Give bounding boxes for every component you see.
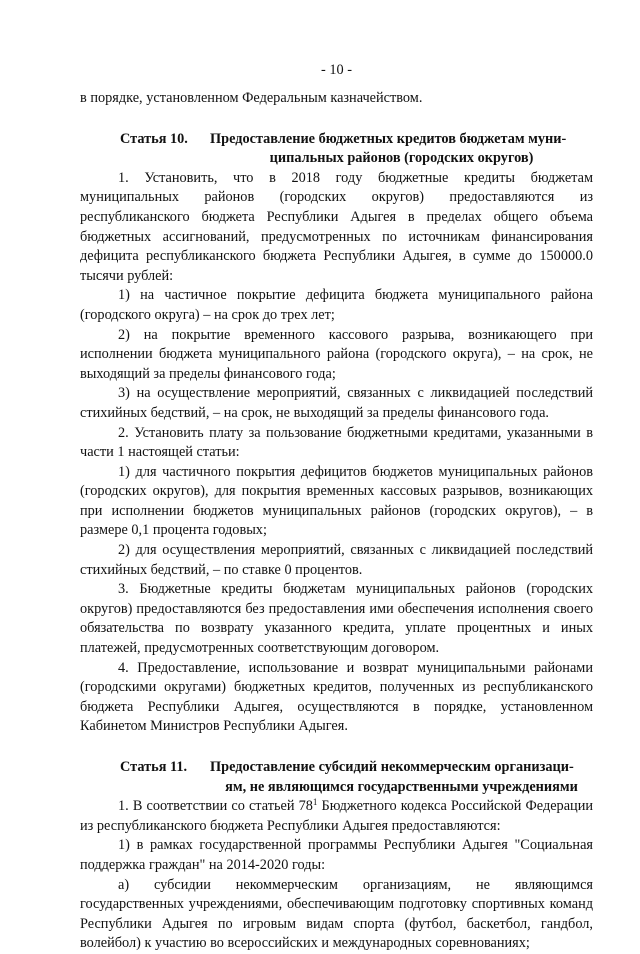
article-10-paragraph: 2) для осуществления мероприятий, связанных с ликвидацией последствий стихийных бедствий, – по ставке 0 процентов. (80, 542, 593, 578)
article-11-paragraph (80, 797, 593, 836)
article-10-paragraph: 3. Бюджетные кредиты бюджетам муниципальных районов (городских округов) предоставляются без предоставления ими обеспечения исполнения своего обязательства по возврату указанного кредита, уплате процентных и иных платежей, предусмотренных соответствующим договором. (80, 581, 593, 657)
article-11-title-line1: Предоставление субсидий некоммерческим организаци- (210, 759, 574, 775)
article-10-title (210, 130, 593, 169)
page-content (80, 89, 593, 954)
article-10-paragraph: 1. Установить, что в 2018 году бюджетные кредиты бюджетам муниципальных районов (городских округов) предоставляются из республиканского бюджета Республики Адыгея в пределах общего объема бюджетных ассигнований, предусмотренных по источникам финансирования дефицита республиканского бюджета Республики Адыгея, в сумме до 150000.0 тысячи рублей: (80, 169, 593, 284)
article-11-p1-before: 1. В соответствии со статьей 78 (118, 798, 313, 815)
article-10-paragraph: 2. Установить плату за пользование бюджетными кредитами, указанными в части 1 настоящей статьи: (80, 424, 593, 461)
article-10-paragraph: 1) на частичное покрытие дефицита бюджета муниципального района (городского округа) – на срок до трех лет; (80, 287, 593, 323)
article-10-number: Статья 10. (120, 130, 188, 147)
article-10-title-line2: ципальных районов (городских округов) (269, 150, 534, 167)
article-11-p1-superscript: 1 (312, 797, 318, 808)
page-number: - 10 - (321, 62, 352, 78)
article-11-heading (80, 758, 593, 797)
article-11-title (210, 758, 593, 797)
article-10-paragraph: 1) для частичного покрытия дефицитов бюджетов муниципальных районов (городских округов), для покрытия временных кассовых разрывов, возникающих при исполнении бюджетов муниципальных районов (городских округов), – в размере 0,1 процента годовых; (80, 463, 593, 539)
article-11-title-line2: ям, не являющимся государственными учреждениями (225, 778, 578, 795)
article-10-title-line1: Предоставление бюджетных кредитов бюджетам муни- (210, 130, 567, 147)
article-10-paragraph: 3) на осуществление мероприятий, связанных с ликвидацией последствий стихийных бедствий, – на срок, не выходящий за пределы финансового года. (80, 385, 593, 421)
article-11-number: Статья 11. (120, 759, 188, 775)
article-10-paragraph: 4. Предоставление, использование и возврат муниципальными районами (городскими округами) бюджетных кредитов, полученных из республиканского бюджета Республики Адыгея, осуществляются в порядке, установленном Кабинетом Министров Республики Адыгея. (80, 659, 593, 735)
article-10-heading (80, 130, 593, 169)
lead-line: в порядке, установленном Федеральным казначейством. (80, 90, 423, 106)
article-11-paragraph: 1) в рамках государственной программы Республики Адыгея "Социальная поддержка граждан" на 2014-2020 годы: (80, 837, 593, 873)
document-page (80, 0, 594, 952)
article-11-paragraph: а) субсидии некоммерческим организациям, не являющимся государственных учреждениями, обеспечивающим подготовку спортивных команд Республики Адыгея по игровым видам спорта (футбол, баскетбол, гандбол, волейбол) к участию во всероссийских и международных соревнованиях; (80, 876, 593, 952)
article-10-paragraph: 2) на покрытие временного кассового разрыва, возникающего при исполнении бюджета муниципального района (городского округа), – на срок, не выходящий за пределы финансового года; (80, 326, 593, 382)
article-11-p1-after: Бюджетного кодекса Российской Федерации из республиканского бюджета Республики Адыгея предоставляются: (80, 798, 594, 834)
